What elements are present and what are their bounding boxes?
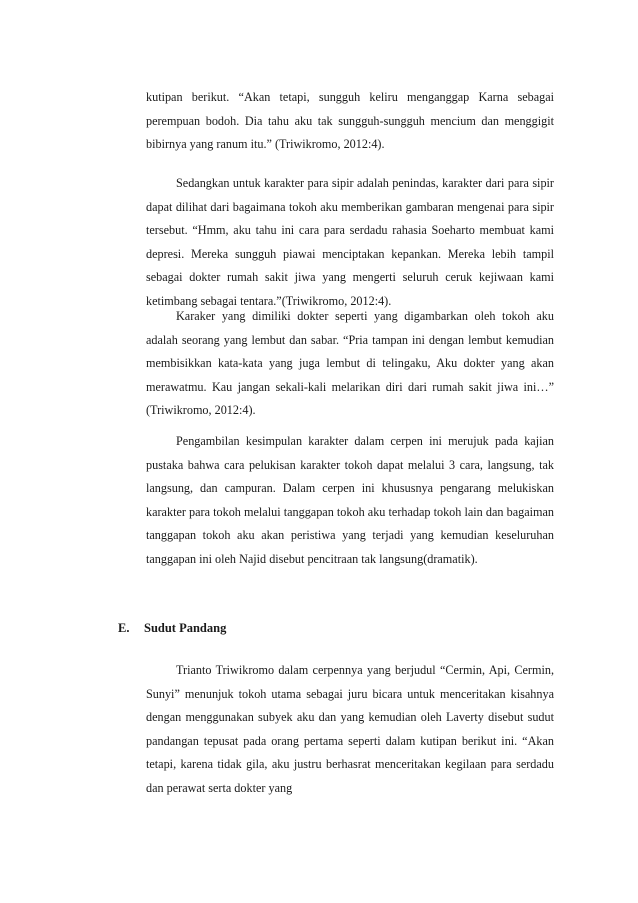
paragraph-doctor-character: Karaker yang dimiliki dokter seperti yang digambarkan oleh tokoh aku adalah seorang yang lembut dan sabar. “Pria tampan ini dengan lembut kemudian membisikkan kata-kata yang juga lembut di telingaku, Aku dokter yang akan merawatmu. Kau jangan sekali-kali melarikan diri dari rumah sakit jiwa ini…” (Triwikromo, 2012:4).	[146, 309, 554, 418]
section-number: E.	[118, 621, 130, 635]
section-title: Sudut Pandang	[144, 621, 227, 635]
paragraph-point-of-view: Trianto Triwikromo dalam cerpennya yang berjudul “Cermin, Api, Cermin, Sunyi” menunjuk tokoh utama sebagai juru bicara untuk menceritakan kisahnya dengan menggunakan subyek aku dan yang kemudian oleh Laverty disebut sudut pandangan tepusat pada orang pertama seperti dalam kutipan berikut ini. “Akan tetapi, karena tidak gila, aku justru berhasrat menceritakan kegilaan para serdadu dan perawat serta dokter yang	[146, 663, 554, 795]
paragraph-quote-karna: kutipan berikut. “Akan tetapi, sungguh keliru menganggap Karna sebagai perempuan bodoh. Dia tahu aku tak sungguh-sungguh mencium dan menggigit bibirnya yang ranum itu.” (Triwikromo, 2012:4).	[146, 90, 554, 152]
section-heading	[118, 621, 226, 636]
paragraph-sipir-character: Sedangkan untuk karakter para sipir adalah penindas, karakter dari para sipir dapat dilihat dari bagaimana tokoh aku memberikan gambaran mengenai para sipir tersebut. “Hmm, aku tahu ini cara para serdadu rahasia Soeharto membuat kami depresi. Mereka sungguh piawai menciptakan kepankan. Mereka lebih tampil sebagai dokter rumah sakit jiwa yang mengerti seluruh ceruk kejiwaan kami ketimbang sebagai tentara.”(Triwikromo, 2012:4).	[146, 176, 554, 308]
paragraph-conclusion: Pengambilan kesimpulan karakter dalam cerpen ini merujuk pada kajian pustaka bahwa cara pelukisan karakter tokoh dapat melalui 3 cara, langsung, tak langsung, dan campuran. Dalam cerpen ini khususnya pengarang melukiskan karakter para tokoh melalui tanggapan tokoh aku terhadap tokoh lain dan bagaiman tanggapan tokoh aku akan peristiwa yang terjadi yang kemudian keseluruhan tanggapan ini oleh Najid disebut pencitraan tak langsung(dramatik).	[146, 434, 554, 566]
